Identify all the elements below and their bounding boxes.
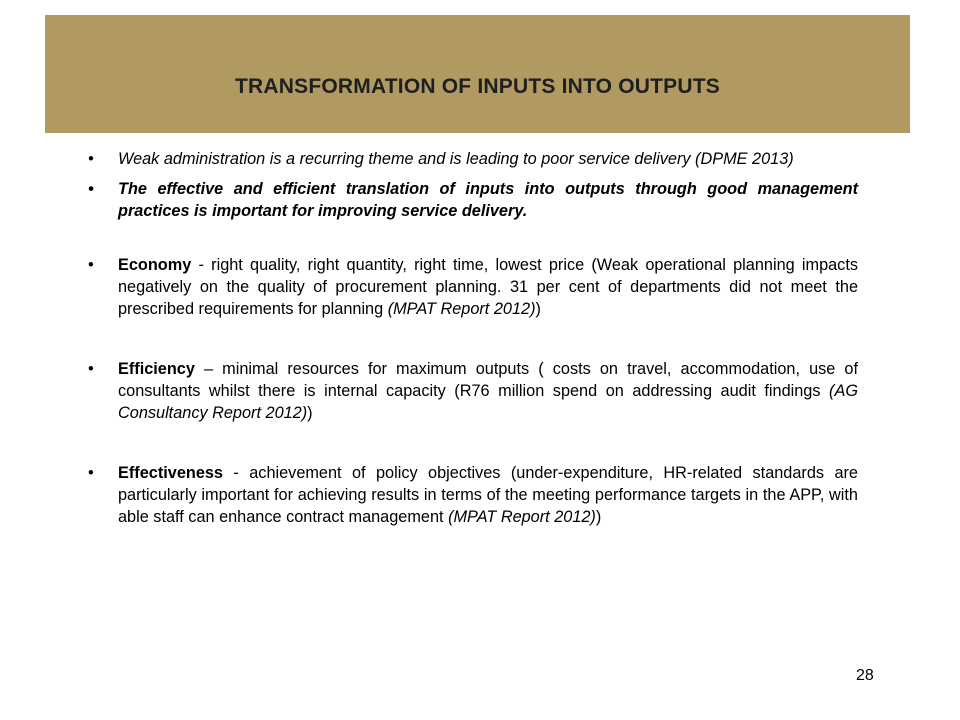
slide-title: TRANSFORMATION OF INPUTS INTO OUTPUTS xyxy=(235,75,720,98)
bullet-icon: • xyxy=(88,464,94,482)
page-number: 28 xyxy=(856,667,874,684)
term-effectiveness: Effectiveness xyxy=(118,464,223,482)
bullet-list xyxy=(88,148,858,528)
bullet-icon: • xyxy=(88,150,94,168)
bullet-icon: • xyxy=(88,256,94,274)
source-citation: (MPAT Report 2012) xyxy=(387,300,536,318)
bullet-text: Weak administration is a recurring theme and is leading to poor service delivery (DPME 2013) xyxy=(118,150,794,168)
bullet-item-efficiency xyxy=(88,358,858,424)
bullet-body: - achievement of policy objectives (under-expenditure, HR-related standards are particularly important for achieving results in terms of the meeting performance targets in the APP, with able staff can enhance contract management xyxy=(118,464,858,526)
bullet-item xyxy=(88,148,858,170)
term-economy: Economy xyxy=(118,256,192,274)
source-citation: (AG Consultancy Report 2012) xyxy=(118,382,858,422)
bullet-item-economy xyxy=(88,254,858,320)
closing-paren: ) xyxy=(535,300,541,318)
closing-paren: ) xyxy=(307,404,313,422)
source-citation: (MPAT Report 2012) xyxy=(448,508,596,526)
bullet-icon: • xyxy=(88,180,94,198)
term-efficiency: Efficiency xyxy=(118,360,195,378)
title-banner xyxy=(45,15,910,133)
bullet-icon: • xyxy=(88,360,94,378)
bullet-item xyxy=(88,178,858,222)
closing-paren: ) xyxy=(595,508,602,526)
bullet-body: – minimal resources for maximum outputs ( costs on travel, accommodation, use of consultants whilst there is internal capacity (R76 million spend on addressing audit findings xyxy=(118,360,858,400)
bullet-body: - right quality, right quantity, right time, lowest price (Weak operational planning impacts negatively on the quality of procurement planning. 31 per cent of departments did not meet the prescribed requirements for planning xyxy=(118,256,858,318)
bullet-item-effectiveness xyxy=(88,462,858,528)
bullet-text: The effective and efficient translation of inputs into outputs through good management practices is important for improving service delivery. xyxy=(118,180,858,220)
